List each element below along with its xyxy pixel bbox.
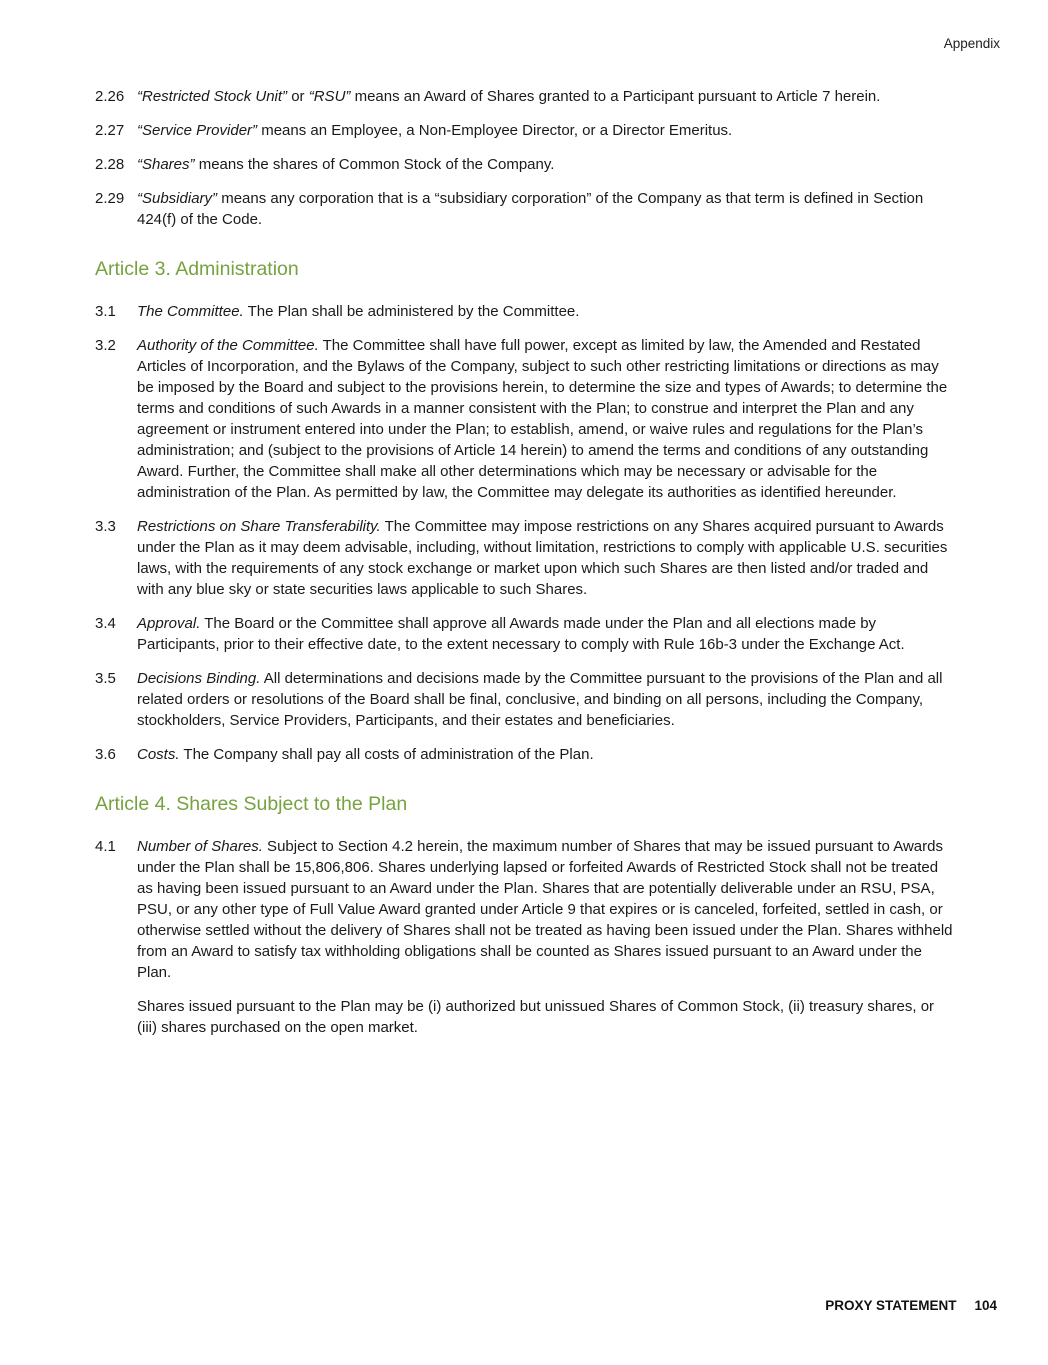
item-number: 3.2 <box>95 337 116 354</box>
numbered-item <box>95 613 956 655</box>
item-number: 2.26 <box>95 88 125 105</box>
defined-term-italic: Number of Shares. <box>137 838 263 855</box>
item-text <box>137 154 956 175</box>
item-number: 2.29 <box>95 190 125 207</box>
document-content <box>95 86 956 1051</box>
numbered-item <box>95 516 956 600</box>
text-run: The Committee may impose restrictions on any Shares acquired pursuant to Awards under the Plan as it may deem advisable, including, without limitation, restrictions to comply with applicable U.S. securities laws, with the requirements of any stock exchange or market upon which such Shares are then listed and/or traded and with any blue sky or state securities laws applicable to such Shares. <box>137 518 952 598</box>
item-text <box>137 516 956 600</box>
text-run: or <box>287 88 309 105</box>
item-number: 2.27 <box>95 122 125 139</box>
numbered-item <box>95 86 956 107</box>
defined-term-italic: Authority of the Committee. <box>137 337 319 354</box>
text-run: All determinations and decisions made by the Committee pursuant to the provisions of the Plan and all related orders or resolutions of the Board shall be final, conclusive, and binding on all persons, including the Company, stockholders, Service Providers, Participants, and their estates and beneficiaries. <box>137 670 947 729</box>
numbered-item <box>95 836 956 983</box>
defined-term-italic: Restrictions on Share Transferability. <box>137 518 381 535</box>
defined-term-italic: The Committee. <box>137 303 244 320</box>
item-text <box>137 668 956 731</box>
item-text <box>137 188 956 230</box>
text-run: The Plan shall be administered by the Committee. <box>243 303 580 320</box>
numbered-item <box>95 154 956 175</box>
footer-page-number: 104 <box>974 1298 997 1313</box>
defined-term-italic: “Service Provider” <box>137 122 258 139</box>
continuation-paragraph <box>95 996 956 1038</box>
numbered-item <box>95 120 956 141</box>
defined-term-italic: “Subsidiary” <box>137 190 218 207</box>
header-appendix-label: Appendix <box>943 36 1000 51</box>
item-text <box>137 744 956 765</box>
item-number: 2.28 <box>95 156 125 173</box>
item-number: 3.6 <box>95 746 116 763</box>
defined-term-italic: “Restricted Stock Unit” <box>137 88 288 105</box>
item-text <box>137 86 956 107</box>
item-number: 3.5 <box>95 670 116 687</box>
text-run: The Board or the Committee shall approve all Awards made under the Plan and all elections made by Participants, prior to their effective date, to the extent necessary to comply with Rule 16b-3 under the Exchange Act. <box>137 615 905 653</box>
numbered-item <box>95 668 956 731</box>
numbered-item <box>95 301 956 322</box>
article-heading: Article 4. Shares Subject to the Plan <box>95 793 408 815</box>
item-number: 4.1 <box>95 838 116 855</box>
page-header <box>944 36 1000 51</box>
text-run: means an Award of Shares granted to a Participant pursuant to Article 7 herein. <box>350 88 881 105</box>
item-text <box>137 836 956 983</box>
item-text <box>137 335 956 503</box>
paragraph-text <box>137 996 956 1038</box>
text-run: Shares issued pursuant to the Plan may be (i) authorized but unissued Shares of Common Stock, (ii) treasury shares, or (iii) shares purchased on the open market. <box>137 998 939 1036</box>
text-run: means the shares of Common Stock of the Company. <box>194 156 555 173</box>
footer-proxy-statement-label: PROXY STATEMENT <box>825 1298 957 1313</box>
text-run: The Committee shall have full power, except as limited by law, the Amended and Restated Articles of Incorporation, and the Bylaws of the Company, subject to such other restricting limitations or directions as may be imposed by the Board and subject to the provisions herein, to determine the size and types of Awards; to determine the terms and conditions of such Awards in a manner consistent with the Plan; to construe and interpret the Plan and any agreement or instrument entered into under the Plan; to establish, amend, or waive rules and regulations for the Plan’s administration; and (subject to the provisions of Article 14 herein) to amend the terms and conditions of any outstanding Award. Further, the Committee shall make all other determinations which may be necessary or advisable for the administration of the Plan. As permitted by law, the Committee may delegate its authorities as identified hereunder. <box>137 337 952 501</box>
item-text <box>137 613 956 655</box>
item-number: 3.1 <box>95 303 116 320</box>
article-heading: Article 3. Administration <box>95 258 299 280</box>
page-footer <box>825 1298 997 1313</box>
defined-term-italic: “Shares” <box>137 156 195 173</box>
text-run: means an Employee, a Non-Employee Director, or a Director Emeritus. <box>257 122 733 139</box>
numbered-item <box>95 188 956 230</box>
numbered-item <box>95 335 956 503</box>
text-run: Subject to Section 4.2 herein, the maximum number of Shares that may be issued pursuant to Awards under the Plan shall be 15,806,806. Shares underlying lapsed or forfeited Awards of Restricted Stock shall not be treated as having been issued pursuant to an Award under the Plan. Shares that are potentially deliverable under an RSU, PSA, PSU, or any other type of Full Value Award granted under Article 9 that expires or is canceled, forfeited, settled in cash, or otherwise settled without the delivery of Shares shall not be treated as having been issued under the Plan. Shares withheld from an Award to satisfy tax withholding obligations shall be counted as Shares issued pursuant to an Award under the Plan. <box>137 838 957 981</box>
defined-term-italic: “RSU” <box>308 88 351 105</box>
text-run: means any corporation that is a “subsidiary corporation” of the Company as that term is defined in Section 424(f) of the Code. <box>137 190 928 228</box>
defined-term-italic: Approval. <box>137 615 201 632</box>
defined-term-italic: Decisions Binding. <box>137 670 261 687</box>
item-number: 3.3 <box>95 518 116 535</box>
defined-term-italic: Costs. <box>137 746 180 763</box>
text-run: The Company shall pay all costs of administration of the Plan. <box>179 746 594 763</box>
item-number-spacer <box>95 996 137 1038</box>
item-number: 3.4 <box>95 615 116 632</box>
item-text <box>137 120 956 141</box>
item-text <box>137 301 956 322</box>
numbered-item <box>95 744 956 765</box>
